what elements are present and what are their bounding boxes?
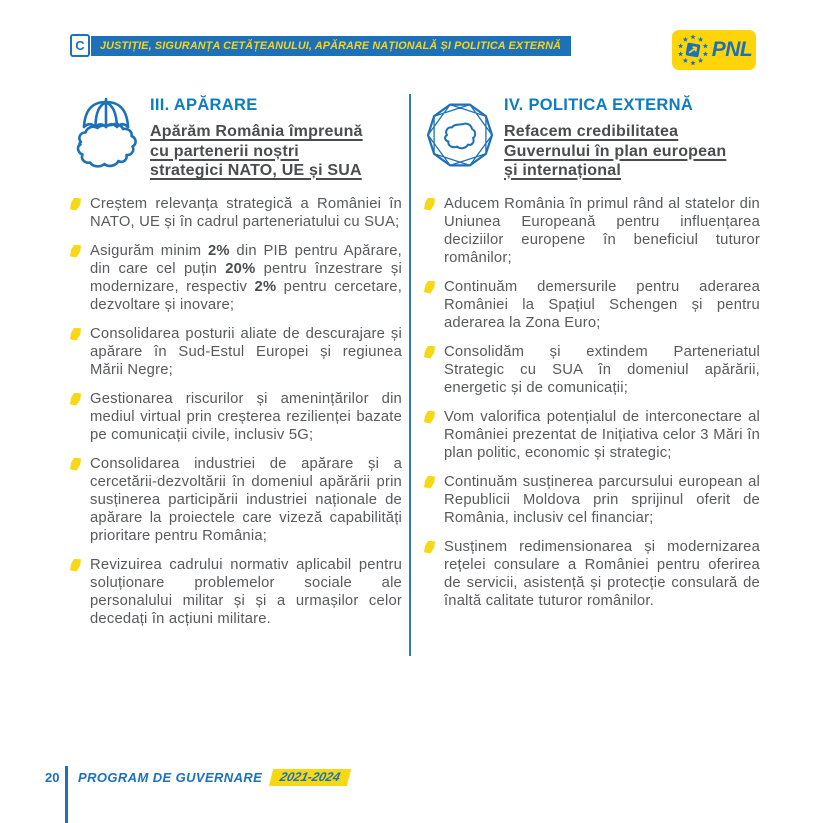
section-header: [424, 94, 760, 181]
eu-stars-arrow-emblem-icon: [676, 33, 710, 67]
bullet-list: [70, 195, 402, 628]
leaf-bullet-icon: [424, 281, 435, 294]
chapter-tab: [70, 34, 90, 57]
leaf-bullet-icon: [424, 411, 435, 424]
leaf-bullet-icon: [70, 393, 81, 406]
subtitle-line: cu partenerii noștri: [150, 142, 299, 160]
footer-title: PROGRAM DE GUVERNARE: [78, 770, 263, 785]
umbrella-over-romania-map-icon: [70, 94, 142, 176]
leaf-bullet-icon: [70, 245, 81, 258]
chapter-letter: C: [75, 38, 85, 53]
section-aparare: [70, 94, 402, 639]
subtitle-line: Guvernului în plan european: [504, 142, 727, 160]
subtitle-line: Apărăm România împreună: [150, 123, 363, 140]
subtitle-line: și internațional: [504, 162, 621, 179]
bullet-item: Consolidarea industriei de apărare și a cercetării-dezvoltării în domeniul apărării prin susținerea participării industriei naționale de apărare la proiectele care vizeză capabilități prioritare pentru România;: [70, 455, 402, 545]
bullet-item: Continuăm susținerea parcursului european al Republicii Moldova prin sprijinul oferit de România, inclusiv cel financiar;: [424, 473, 760, 527]
leaf-bullet-icon: [424, 198, 435, 211]
pnl-logo: [672, 30, 756, 70]
wireframe-globe-romania-icon: [424, 94, 496, 176]
leaf-bullet-icon: [424, 541, 435, 554]
section-politica-externa: [424, 94, 760, 621]
leaf-bullet-icon: [70, 328, 81, 341]
section-subtitle: [504, 122, 726, 181]
bullet-item: Creștem relevanța strategică a României în NATO, UE și în cadrul parteneriatului cu SUA;: [70, 195, 402, 231]
bullet-item: Consolidăm și extindem Parteneriatul Strategic cu SUA în domeniul apărării, energetic și de comunicații;: [424, 343, 760, 397]
section-subtitle: [150, 122, 363, 181]
bullet-item: Consolidarea posturii aliate de descurajare și apărare în Sud-Estul Europei și regiunea Mării Negre;: [70, 325, 402, 379]
leaf-bullet-icon: [70, 458, 81, 471]
leaf-bullet-icon: [424, 346, 435, 359]
page-number: 20: [45, 770, 60, 785]
bullet-item: Gestionarea riscurilor și amenințărilor din mediul virtual prin creșterea rezilienței bazate pe comunicații civile, inclusiv 5G;: [70, 390, 402, 444]
pnl-logo-text: PNL: [711, 38, 753, 61]
bullet-item: Asigurăm minim 2% din PIB pentru Apărare, din care cel puțin 20% pentru înzestrare și modernizare, respectiv 2% pentru cercetare, dezvoltare și inovare;: [70, 242, 402, 314]
section-title: IV. POLITICA EXTERNĂ: [504, 96, 694, 114]
footer-period-badge: 2021-2024: [269, 769, 351, 786]
section-header: [70, 94, 402, 181]
bullet-item: Aducem România în primul rând al statelor din Uniunea Europeană pentru influențarea deciziilor europene în beneficiul tuturor românilor;: [424, 195, 760, 267]
bullet-item: Revizuirea cadrului normativ aplicabil pentru soluționare problemelor sociale ale personalului militar și și a urmașilor celor decedați în acțiuni militare.: [70, 556, 402, 628]
column-divider: [409, 94, 411, 656]
bullet-list: [424, 195, 760, 610]
bullet-item: Vom valorifica potențialul de interconectare al României prezentat de Inițiativa celor 3 Mări în plan politic, economic și strategic;: [424, 408, 760, 462]
footer: [78, 769, 349, 786]
chapter-banner: JUSTIȚIE, SIGURANȚA CETĂȚEANULUI, APĂRARE NAȚIONALĂ ȘI POLITICA EXTERNĂ: [91, 36, 571, 56]
leaf-bullet-icon: [70, 559, 81, 572]
subtitle-line: strategici NATO, UE și SUA: [150, 162, 362, 179]
bullet-item: Continuăm demersurile pentru aderarea României la Spațiul Schengen și pentru aderarea la Zona Euro;: [424, 278, 760, 332]
bullet-item: Susținem redimensionarea și modernizarea rețelei consulare a României pentru oferirea de servicii, asistență și protecție consulară de înaltă calitate tuturor românilor.: [424, 538, 760, 610]
subtitle-line: Refacem credibilitatea: [504, 123, 679, 140]
section-title: III. APĂRARE: [150, 96, 258, 114]
leaf-bullet-icon: [70, 198, 81, 211]
leaf-bullet-icon: [424, 476, 435, 489]
footer-divider: [65, 766, 68, 823]
